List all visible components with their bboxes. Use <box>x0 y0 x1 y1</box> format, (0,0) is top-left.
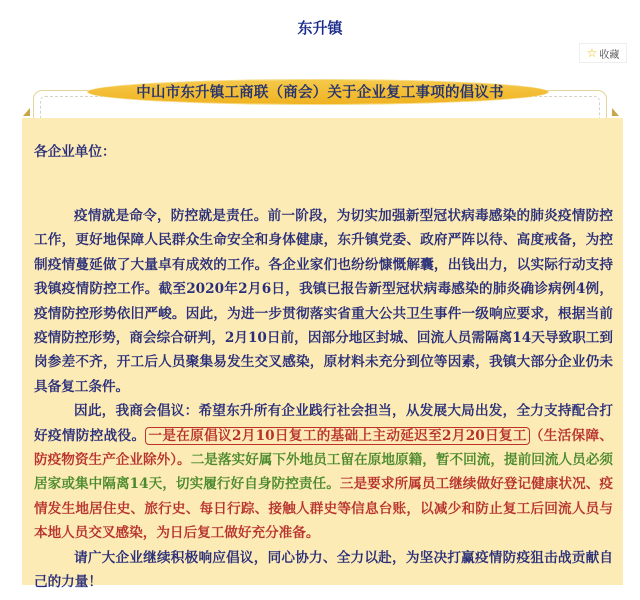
point1-note: （生活保障、防疫物资生产企业除外）。 <box>34 427 614 469</box>
document-title: 中山市东升镇工商联（商会）关于企业复工事项的倡议书 <box>136 85 504 101</box>
paragraph-3: 请广大企业继续积极响应倡议，同心协力、全力以赴，为坚决打赢疫情防疫狙击战贡献自己的力量！ <box>34 549 613 591</box>
paragraph-1: 疫情就是命令，防控就是责任。前一阶段，为切实加强新型冠状病毒感染的肺炎疫情防控工作，更好地保障人民群众生命安全和身体健康，东升镇党委、政府严阵以待、高度戒备，为控制疫情蔓延做了大量卓有成效的工作。各企业家们也纷纷慷慨解囊，出钱出力，以实际行动支持我镇疫情防控工作。截至2020年2月6日，我镇已报告新型冠状病毒感染的肺炎确诊病例4例，疫情防控形势依旧严峻。因此，为进一步贯彻落实省重大公共卫生事件一级响应要求，根据当前疫情防控形势，商会综合研判，2月10日前，因部分地区封城、回流人员需隔离14天导致职工到岗参差不齐，开工后人员聚集易发生交叉感染，原材料未充分到位等因素，我镇大部分企业仍未具备复工条件。 <box>34 208 613 395</box>
paragraph-2-intro: 因此，我商会倡议：希望东升所有企业践行社会担当，从发展大局出发，全力支持配合打好疫情防控战役。 <box>34 403 613 444</box>
salutation: 各企业单位： <box>34 144 116 160</box>
document-panel <box>22 118 623 591</box>
frame-corner-left <box>23 108 30 116</box>
star-outline-icon: ☆ <box>586 46 598 60</box>
point1-highlight-box: 一是在原倡议2月10日复工的基础上主动延迟至2月20日复工 <box>145 427 529 445</box>
document-body <box>34 204 613 595</box>
favorite-label: 收藏 <box>599 49 620 61</box>
favorite-button[interactable] <box>579 43 627 63</box>
frame-corner-right <box>612 108 619 116</box>
point2: 二是落实好属下外地员工留在原地原籍，暂不回流，提前回流人员必须居家或集中隔离14天，切实履行好自身防控责任。 <box>34 452 613 493</box>
point3: 三是要求所属员工继续做好登记健康状况、疫情发生地居住史、旅行史、每日行踪、接触人群史等信息台账，以减少和防止复工后回流人员与本地人员交叉感染，为日后复工做好充分准备。 <box>34 476 614 542</box>
paragraph-2 <box>34 399 613 545</box>
page-title: 东升镇 <box>297 19 343 37</box>
